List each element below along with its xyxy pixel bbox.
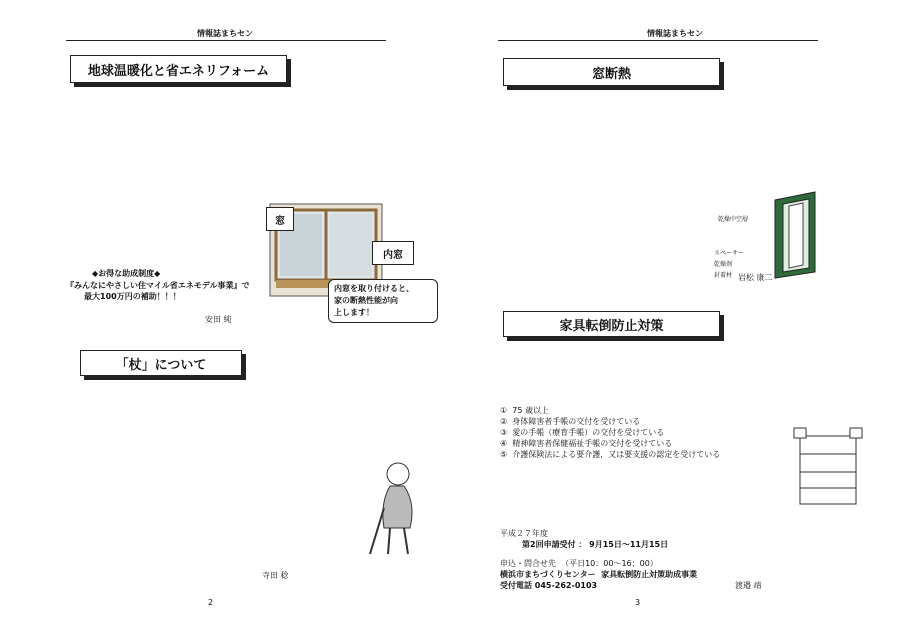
contact-label: 申込・問合せ先 （平日10：00～16：00） [500, 559, 658, 568]
section-title-cane: 「杖」について [80, 350, 242, 376]
diagram-label-desiccant: 乾燥剤 [714, 261, 733, 268]
application-dates: 第2回申請受付 ： 9月15日～11月15日 [522, 540, 669, 549]
section-title-window-insulation: 窓断熱 [503, 58, 720, 86]
page-header: 情報誌まちセン [197, 29, 253, 38]
list-item: ⑤ 介護保険法による要介護，又は要支援の認定を受けている [500, 450, 721, 459]
benefit-program: 『みんなにやさしい住マイル省エネモデル事業』で [66, 281, 250, 290]
section-title-global-warming: 地球温暖化と省エネリフォーム [70, 55, 287, 83]
author-iwamatsu: 岩松 康二 [738, 273, 773, 282]
list-item: ① 75 歳以上 [500, 406, 549, 415]
page-header: 情報誌まちセン [647, 29, 703, 38]
author-yasuda: 安田 純 [205, 315, 232, 324]
window-label: 窓 [266, 207, 294, 231]
author-terada: 寺田 稔 [262, 571, 289, 580]
benefit-amount: 最大100万円の補助！！！ [84, 292, 181, 301]
inner-window-label: 内窓 [372, 241, 414, 265]
diagram-label-sealant: 封着材 [714, 272, 733, 279]
diagram-label-air-layer: 乾燥中空層 [718, 216, 749, 223]
bracketed-shelf-image [790, 424, 866, 508]
benefit-title: ◆お得な助成制度◆ [92, 269, 161, 278]
list-item: ④ 精神障害者保健福祉手帳の交付を受けている [500, 439, 673, 448]
diagram-label-spacer: スペーサー [714, 250, 745, 257]
double-glazing-image [755, 190, 835, 280]
page-number: 2 [208, 598, 214, 607]
list-item: ② 身体障害者手帳の交付を受けている [500, 417, 641, 426]
section-title-furniture: 家具転倒防止対策 [503, 311, 720, 337]
fiscal-year: 平成２７年度 [500, 529, 548, 538]
contact-org: 横浜市まちづくりセンター 家具転倒防止対策助成事業 [500, 570, 698, 579]
header-rule [498, 40, 818, 41]
author-watanabe: 渡邉 靖 [735, 581, 762, 590]
page-number: 3 [635, 598, 641, 607]
right-page [450, 0, 900, 636]
list-item: ③ 愛の手帳（療育手帳）の交付を受けている [500, 428, 665, 437]
header-rule [66, 40, 386, 41]
contact-phone: 受付電話 045-262-0103 [500, 581, 598, 590]
inner-window-callout: 内窓を取り付けると、 家の断熱性能が向 上します！ [328, 279, 438, 323]
elderly-person-with-cane-image [360, 458, 430, 558]
